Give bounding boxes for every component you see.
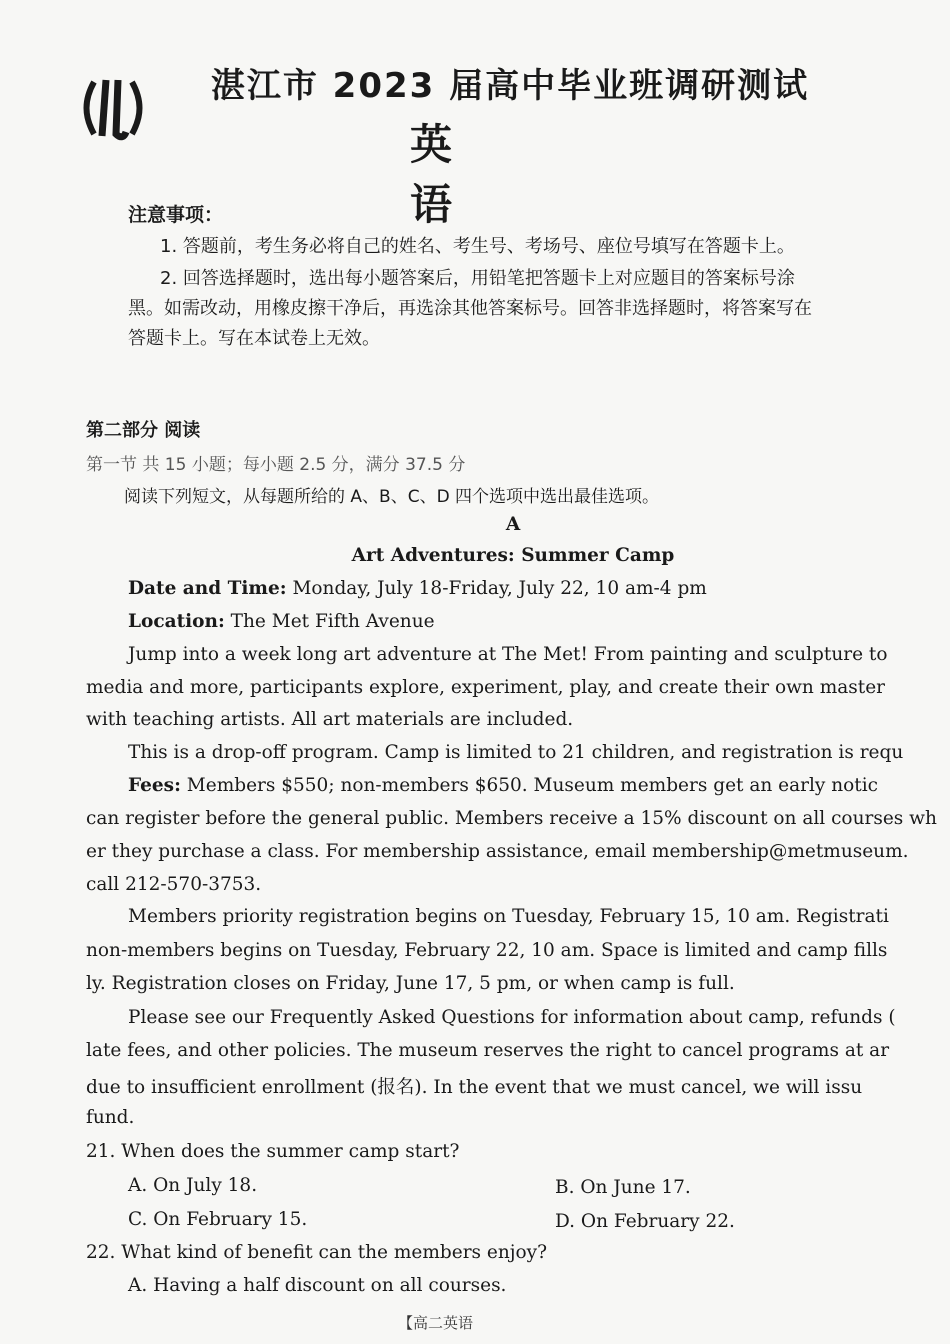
paragraph-4-line-1: Members priority registration begins on Tuesday, February 15, 10 am. Registrati bbox=[128, 906, 889, 927]
paragraph-3-line-1 bbox=[128, 775, 878, 796]
paragraph-5-line-2: late fees, and other policies. The museum reserves the right to cancel programs at ar bbox=[86, 1040, 890, 1061]
school-logo-icon bbox=[80, 72, 146, 142]
date-value: Monday, July 18-Friday, July 22, 10 am-4 pm bbox=[286, 578, 707, 599]
paragraph-1-line-1: Jump into a week long art adventure at The Met! From painting and sculpture to bbox=[128, 644, 888, 665]
q21-option-d: D. On February 22. bbox=[555, 1211, 735, 1232]
q21-option-b: B. On June 17. bbox=[555, 1177, 691, 1198]
q21-option-c: C. On February 15. bbox=[128, 1209, 308, 1230]
paragraph-2-line-1: This is a drop-off program. Camp is limited to 21 children, and registration is requ bbox=[128, 742, 904, 763]
date-label: Date and Time: bbox=[128, 578, 287, 599]
paragraph-4-line-2: non-members begins on Tuesday, February 22, 10 am. Space is limited and camp fills bbox=[86, 940, 888, 961]
paragraph-3-line-4: call 212-570-3753. bbox=[86, 874, 262, 895]
paragraph-5-line-1: Please see our Frequently Asked Questions for information about camp, refunds ( bbox=[128, 1007, 896, 1028]
paragraph-3-line-3: er they purchase a class. For membership assistance, email membership@metmuseum. bbox=[86, 841, 909, 862]
passage-title: Art Adventures: Summer Camp bbox=[351, 545, 675, 566]
notice-item-1: 1. 答题前，考生务必将自己的姓名、考生号、考场号、座位号填写在答题卡上。 bbox=[160, 236, 795, 257]
passage-letter: A bbox=[505, 514, 521, 535]
fees-label: Fees: bbox=[128, 775, 181, 796]
question-22: 22. What kind of benefit can the members enjoy? bbox=[86, 1242, 548, 1263]
location-line bbox=[128, 611, 435, 632]
exam-title: 湛江市 2023 届高中毕业班调研测试 bbox=[210, 66, 810, 106]
paragraph-5-line-3: due to insufficient enrollment (报名). In the event that we must cancel, we will issu bbox=[86, 1077, 863, 1098]
paragraph-3-line-2: can register before the general public. Members receive a 15% discount on all courses wh bbox=[86, 808, 937, 829]
paragraph-5-line-4: fund. bbox=[86, 1107, 135, 1128]
fees-text: Members $550; non-members $650. Museum members get an early notic bbox=[180, 775, 878, 796]
part-two-heading: 第二部分 阅读 bbox=[86, 420, 201, 441]
q22-option-a: A. Having a half discount on all courses. bbox=[128, 1275, 507, 1296]
q21-option-a: A. On July 18. bbox=[128, 1175, 258, 1196]
section-one-line: 第一节 共 15 小题；每小题 2.5 分，满分 37.5 分 bbox=[86, 455, 466, 475]
exam-subject: 英语 bbox=[410, 120, 543, 229]
notice-item-2-line-3: 答题卡上。写在本试卷上无效。 bbox=[128, 328, 380, 349]
paragraph-4-line-3: ly. Registration closes on Friday, June 17, 5 pm, or when camp is full. bbox=[86, 973, 735, 994]
location-label: Location: bbox=[128, 611, 225, 632]
date-time-line bbox=[128, 578, 707, 599]
question-21: 21. When does the summer camp start? bbox=[86, 1141, 460, 1162]
paragraph-1-line-3: with teaching artists. All art materials are included. bbox=[86, 709, 574, 730]
paragraph-1-line-2: media and more, participants explore, experiment, play, and create their own master bbox=[86, 677, 886, 698]
location-value: The Met Fifth Avenue bbox=[224, 611, 435, 632]
reading-instruction: 阅读下列短文，从每题所给的 A、B、C、D 四个选项中选出最佳选项。 bbox=[124, 487, 660, 507]
notice-heading: 注意事项： bbox=[128, 204, 224, 226]
page-footer: 【高二英语 bbox=[398, 1314, 474, 1332]
notice-item-2-line-1: 2. 回答选择题时，选出每小题答案后，用铅笔把答题卡上对应题目的答案标号涂 bbox=[160, 268, 795, 289]
notice-item-2-line-2: 黑。如需改动，用橡皮擦干净后，再选涂其他答案标号。回答非选择题时，将答案写在 bbox=[128, 298, 812, 319]
